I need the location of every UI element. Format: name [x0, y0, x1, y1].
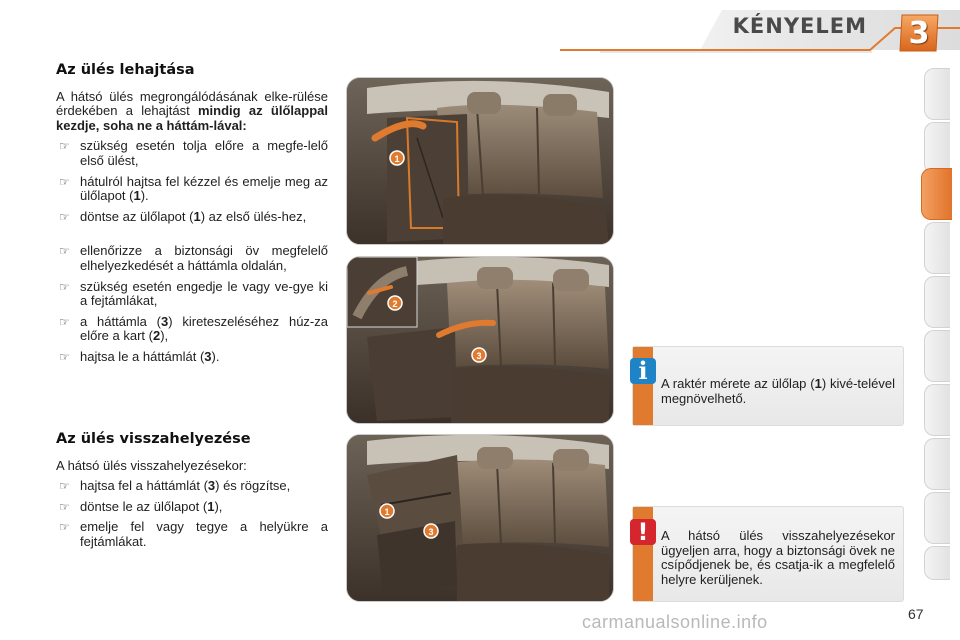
- list-item: ☞ hátulról hajtsa fel kézzel és emelje meg az ülőlapot (1).: [59, 173, 328, 204]
- restore-intro: A hátsó ülés visszahelyezésekor:: [56, 457, 247, 473]
- pointing-hand-icon: ☞: [59, 314, 70, 329]
- photo-marker-1: 1: [384, 507, 390, 517]
- list-item: ☞ döntse le az ülőlapot (1),: [59, 498, 223, 514]
- list-item: ☞ hajtsa le a háttámlát (3).: [59, 348, 220, 364]
- pointing-hand-icon: ☞: [59, 174, 70, 189]
- fold-section-title: Az ülés lehajtása: [56, 62, 195, 78]
- info-note-text: A raktér mérete az ülőlap (1) kivé-telével megnövelhető.: [661, 376, 896, 406]
- info-icon: i: [630, 358, 656, 384]
- pointing-hand-icon: ☞: [59, 520, 70, 535]
- list-item: ☞ ellenőrizze a biztonsági öv megfelelő elhelyezkedését a háttámla oldalán,: [59, 243, 328, 273]
- list-item: ☞ szükség esetén engedje le vagy ve-gye ki a fejtámlákat,: [59, 278, 328, 309]
- side-tab-5[interactable]: [924, 276, 950, 328]
- list-item: ☞ hajtsa fel a háttámlát (3) és rögzítse,: [59, 478, 291, 494]
- side-tab-6[interactable]: [924, 330, 950, 382]
- warning-note-text: A hátsó ülés visszahelyezésekor ügyeljen arra, hogy a biztonsági övek ne csípődjenek be, és csatja-ik a megfelelő helyre kerüljenek.: [661, 528, 895, 587]
- restore-steps: [56, 479, 328, 549]
- photo-marker-2: 2: [392, 299, 398, 309]
- pointing-hand-icon: ☞: [59, 479, 70, 494]
- side-tab-1[interactable]: [924, 68, 950, 120]
- watermark: carmanualsonline.info: [582, 612, 768, 632]
- chapter-title: KÉNYELEM: [732, 14, 867, 38]
- pointing-hand-icon: ☞: [59, 499, 70, 514]
- page-header: [0, 0, 960, 60]
- pointing-hand-icon: ☞: [59, 209, 70, 224]
- side-tab-10[interactable]: [924, 546, 950, 580]
- page-number: 67: [908, 606, 924, 622]
- pointing-hand-icon: ☞: [59, 244, 70, 259]
- side-tab-9[interactable]: [924, 492, 950, 544]
- fold-intro-text: A hátsó ülés megrongálódásának elke-rülése érdekében a lehajtást: [56, 88, 328, 119]
- pointing-hand-icon: ☞: [59, 139, 70, 154]
- photo-seat-restoring: [346, 434, 614, 602]
- list-item: ☞ emelje fel vagy tegye a helyükre a fejtámlákat.: [59, 519, 328, 549]
- fold-intro: [56, 90, 328, 134]
- chapter-number-badge: [898, 13, 940, 53]
- fold-steps-a: [56, 139, 328, 224]
- photo-marker-3: 3: [428, 527, 434, 537]
- side-tab-8[interactable]: [924, 438, 950, 490]
- warning-icon: !: [630, 519, 656, 545]
- warning-note: [632, 506, 904, 602]
- photo-marker-1: 1: [394, 154, 400, 164]
- photo-marker-3: 3: [476, 351, 482, 361]
- pointing-hand-icon: ☞: [59, 279, 70, 294]
- photo-seat-cushion-folding: [346, 77, 614, 245]
- photo-backrest-release: [346, 256, 614, 424]
- fold-intro-bold: mindig az ülőlappal kezdje, soha ne a háttám-lával:: [56, 103, 328, 133]
- side-tab-3-active[interactable]: [921, 168, 952, 220]
- restore-section-title: Az ülés visszahelyezése: [56, 431, 251, 447]
- fold-steps-b: [56, 244, 328, 364]
- list-item: ☞ a háttámla (3) kireteszeléséhez húz-za előre a kart (2),: [59, 313, 328, 344]
- pointing-hand-icon: ☞: [59, 349, 70, 364]
- side-tab-7[interactable]: [924, 384, 950, 436]
- list-item: ☞ szükség esetén tolja előre a megfe-lelő első ülést,: [59, 138, 328, 168]
- side-tab-2[interactable]: [924, 122, 950, 174]
- restore-section: [56, 432, 328, 550]
- info-note: [632, 346, 904, 426]
- list-item: ☞ döntse az ülőlapot (1) az első ülés-hez,: [59, 208, 307, 224]
- fold-section: [56, 63, 328, 365]
- chapter-number: 3: [908, 15, 930, 51]
- side-tab-4[interactable]: [924, 222, 950, 274]
- chapter-side-tabs: [924, 68, 952, 580]
